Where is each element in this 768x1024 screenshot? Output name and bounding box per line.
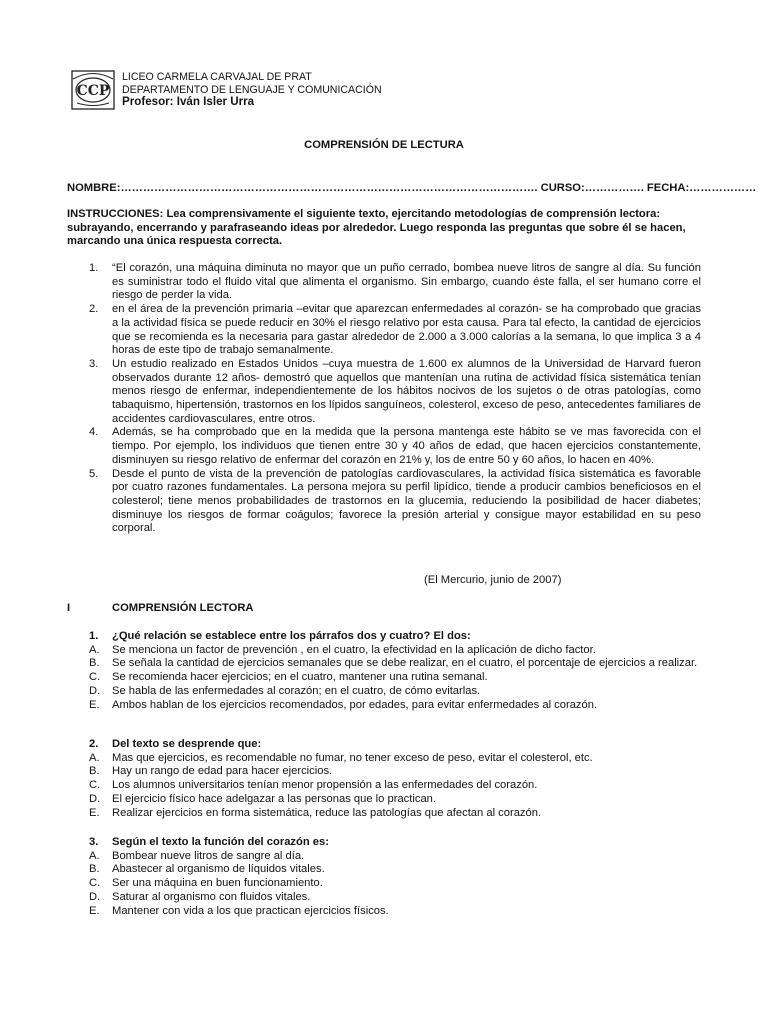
option-text: Se menciona un factor de prevención , en el cuatro, la efectividad en la aplicación de dicho factor. [112, 643, 596, 656]
answer-option[interactable] [67, 671, 707, 685]
school-name: LICEO CARMELA CARVAJAL DE PRAT [122, 71, 312, 83]
answer-option[interactable] [67, 793, 707, 807]
paragraph-text: Un estudio realizado en Estados Unidos –cuya muestra de 1.600 ex alumnos de la Universidad de Harvard fueron observados durante 12 años- demostró que aquellos que mantenían una rutina de actividad física sistemática tenían menos riesgo de enfermar, independientemente de los hábitos nocivos de los sujetos o de otras patologías, como tabaquismo, hipertensión, trastornos en los lípidos sanguíneos, colesterol, exceso de peso, antecedentes familiares de accidentes cardiovasculares, entre otros. [112, 357, 701, 425]
option-text: Ambos hablan de los ejercicios recomendados, por edades, para evitar enfermedades al corazón. [112, 698, 598, 711]
option-letter: C. [89, 671, 101, 684]
option-letter: A. [89, 849, 100, 862]
answer-option[interactable] [67, 850, 707, 864]
option-text: Se recomienda hacer ejercicios; en el cuatro, mantener una rutina semanal. [112, 671, 488, 684]
question-number: 2. [89, 738, 99, 750]
teacher-name: Profesor: Iván Isler Urra [122, 95, 255, 109]
option-letter: C. [89, 877, 101, 890]
school-logo [71, 70, 115, 110]
option-letter: B. [89, 765, 100, 778]
school-header [122, 71, 382, 109]
instructions: INSTRUCCIONES: Lea comprensivamente el siguiente texto, ejercitando metodologías de comprensión lectora: subrayando, encerrando y parafraseando ideas por alrededor. Luego responda las preguntas que sobre él se hacen, marcando una única respuesta correcta. [67, 208, 686, 248]
answer-option[interactable] [67, 685, 707, 699]
reading-paragraph [67, 303, 701, 358]
question-text: ¿Qué relación se establece entre los párrafos dos y cuatro? El dos: [112, 630, 471, 642]
answer-option[interactable] [67, 657, 707, 671]
option-letter: E. [89, 698, 100, 711]
paragraph-text: Además, se ha comprobado que en la medida que la persona mantenga este hábito se ve mas favorecida con el tiempo. Por ejemplo, los individuos que tienen entre 30 y 40 años de edad, que hacen ejercicios constantemente, disminuyen su riesgo relativo de enfermar del corazón en 21% y, los de entre 50 y 60 años, lo hacen en 40%. [112, 426, 701, 466]
paragraph-number: 1. [89, 262, 99, 274]
option-text: Mantener con vida a los que practican ejercicios físicos. [112, 904, 389, 917]
option-text: Abastecer al organismo de líquidos vitales. [112, 863, 325, 876]
option-letter: A. [89, 751, 100, 764]
answer-option[interactable] [67, 779, 707, 793]
option-letter: B. [89, 863, 100, 876]
section-label: COMPRENSIÓN LECTORA [112, 602, 254, 614]
reading-text [67, 262, 701, 536]
answer-option[interactable] [67, 644, 707, 658]
svg-text:CCP: CCP [76, 83, 110, 99]
answer-option[interactable] [67, 877, 707, 891]
question-stem [67, 738, 707, 752]
department-name: DEPARTAMENTO DE LENGUAJE Y COMUNICACIÓN [122, 83, 382, 96]
question-number: 1. [89, 630, 99, 642]
paragraph-text: Desde el punto de vista de la prevención de patologías cardiovasculares, la actividad física sistemática es favorable por cuatro razones fundamentales. La persona mejora su perfil lipídico, tiende a producir cambios beneficiosos en el colesterol; tiene menos probabilidades de trastornos en la glucemia, reduciendo la posibilidad de hacer diabetes; disminuye los riesgos de formar coágulos; favorece la presión arterial y consigue mayor estabilidad en su peso corporal. [112, 467, 701, 535]
paragraph-number: 2. [89, 303, 99, 316]
paragraph-text: “El corazón, una máquina diminuta no mayor que un puño cerrado, bombea nueve litros de sangre al día. Su función es suministrar todo el fluido vital que alimenta el organismo. Sin embargo, cuando éste falla, el ser humano corre el riesgo de perder la vida. [112, 262, 701, 302]
answer-option[interactable] [67, 699, 707, 713]
option-letter: E. [89, 904, 100, 917]
date-field[interactable]: ……………… [689, 182, 757, 194]
reading-paragraph [67, 358, 701, 427]
date-label: FECHA: [646, 182, 690, 194]
question-number: 3. [89, 836, 99, 848]
answer-option[interactable] [67, 863, 707, 877]
question-stem [67, 630, 707, 644]
option-text: Realizar ejercicios en forma sistemática, reduce las patologías que afectan al corazón. [112, 806, 542, 819]
option-letter: B. [89, 657, 100, 670]
answer-option[interactable] [67, 765, 707, 779]
option-letter: E. [89, 806, 100, 819]
paragraph-number: 4. [89, 426, 99, 439]
option-letter: D. [89, 684, 101, 697]
reading-paragraph [67, 262, 701, 303]
option-text: Bombear nueve litros de sangre al día. [112, 849, 305, 862]
question-stem [67, 836, 707, 850]
option-text: Mas que ejercicios, es recomendable no fumar, no tener exceso de peso, evitar el colesterol, etc. [112, 751, 593, 764]
option-text: El ejercicio físico hace adelgazar a las personas que lo practican. [112, 792, 436, 805]
answer-option[interactable] [67, 891, 707, 905]
student-fields [67, 182, 757, 196]
paragraph-number: 5. [89, 467, 99, 480]
option-text: Ser una máquina en buen funcionamiento. [112, 877, 323, 890]
section-number: I [67, 602, 71, 614]
option-letter: D. [89, 792, 101, 805]
course-field[interactable]: ……………. [584, 182, 647, 194]
question [67, 630, 707, 712]
answer-option[interactable] [67, 905, 707, 919]
name-label: NOMBRE: [67, 182, 121, 194]
answer-option[interactable] [67, 752, 707, 766]
question-text: Según el texto la función del corazón es: [112, 836, 329, 848]
reading-paragraph [67, 426, 701, 467]
paragraph-text: en el área de la prevención primaria –evitar que aparezcan enfermedades al corazón- se ha comprobado que gracias a la actividad física se puede reducir en 30% el riesgo relativo por esta causa. Para tal efecto, la cantidad de ejercicios que se recomienda es la necesaria para gastar alrededor de 2.000 a 3.000 calorías a la semana, lo que implica 3 a 4 horas de este tipo de trabajo semanalmente. [112, 303, 701, 357]
reading-paragraph [67, 468, 701, 537]
question [67, 836, 707, 918]
option-letter: A. [89, 643, 100, 656]
option-text: Se habla de las enfermedades al corazón; en el cuatro, de cómo evitarlas. [112, 684, 481, 697]
answer-option[interactable] [67, 807, 707, 821]
option-text: Hay un rango de edad para hacer ejercicios. [112, 765, 333, 778]
page-title: COMPRENSIÓN DE LECTURA [304, 139, 464, 151]
option-text: Saturar al organismo con fluidos vitales. [112, 890, 311, 903]
question-text: Del texto se desprende que: [112, 738, 262, 750]
paragraph-number: 3. [89, 357, 99, 370]
option-text: Se señala la cantidad de ejercicios semanales que se debe realizar, en el cuatro, el porcentaje de ejercicios a realizar. [112, 657, 698, 670]
option-text: Los alumnos universitarios tenían menor propensión a las enfermedades del corazón. [112, 779, 538, 792]
course-label: CURSO: [537, 182, 585, 194]
section-heading [67, 602, 254, 616]
option-letter: C. [89, 779, 101, 792]
name-field[interactable]: …………………………………………………………………………………………………. [120, 182, 538, 194]
source-citation: (El Mercurio, junio de 2007) [424, 574, 562, 586]
question [67, 738, 707, 820]
option-letter: D. [89, 890, 101, 903]
